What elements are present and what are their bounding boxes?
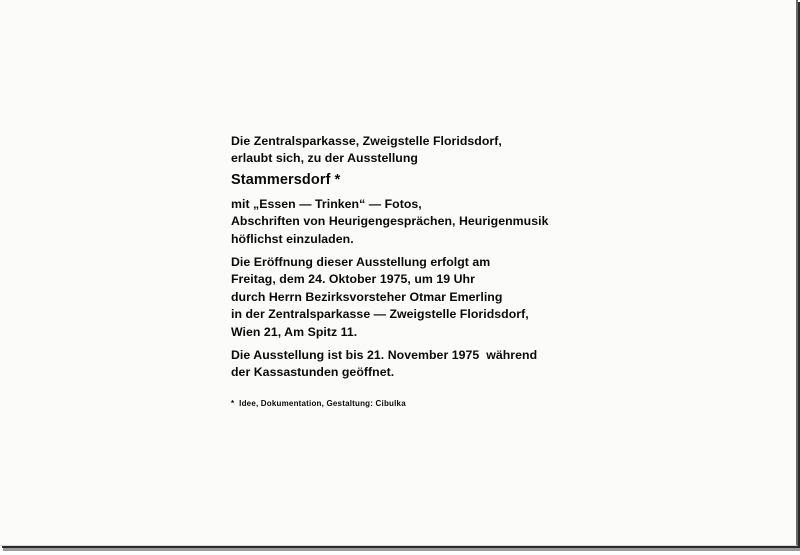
description-line: Abschriften von Heurigengesprächen, Heurigenmusik — [231, 214, 549, 229]
exhibition-title: Stammersdorf * — [231, 171, 341, 188]
intro-paragraph — [231, 133, 651, 168]
invitation-text — [231, 133, 651, 382]
duration-line: Die Ausstellung ist bis 21. November 1975 während — [231, 348, 538, 363]
credits-footnote: * Idee, Dokumentation, Gestaltung: Cibulka — [231, 399, 406, 408]
duration-paragraph — [231, 347, 651, 382]
intro-line: Die Zentralsparkasse, Zweigstelle Floridsdorf, — [231, 134, 502, 148]
opening-line: in der Zentralsparkasse — Zweigstelle Floridsdorf, — [231, 307, 529, 322]
opening-line: Freitag, dem 24. Oktober 1975, um 19 Uhr — [231, 272, 475, 287]
opening-line: Die Eröffnung dieser Ausstellung erfolgt am — [231, 255, 491, 270]
description-line: höflichst einzuladen. — [231, 231, 354, 246]
description-line: mit „Essen — Trinken“ — Fotos, — [231, 196, 422, 211]
duration-line: der Kassastunden geöffnet. — [231, 365, 395, 380]
intro-line: erlaubt sich, zu der Ausstellung — [231, 151, 418, 166]
opening-line: Wien 21, Am Spitz 11. — [231, 324, 358, 339]
opening-paragraph — [231, 254, 651, 341]
description-paragraph — [231, 196, 651, 248]
opening-line: durch Herrn Bezirksvorsteher Otmar Emerling — [231, 289, 503, 304]
